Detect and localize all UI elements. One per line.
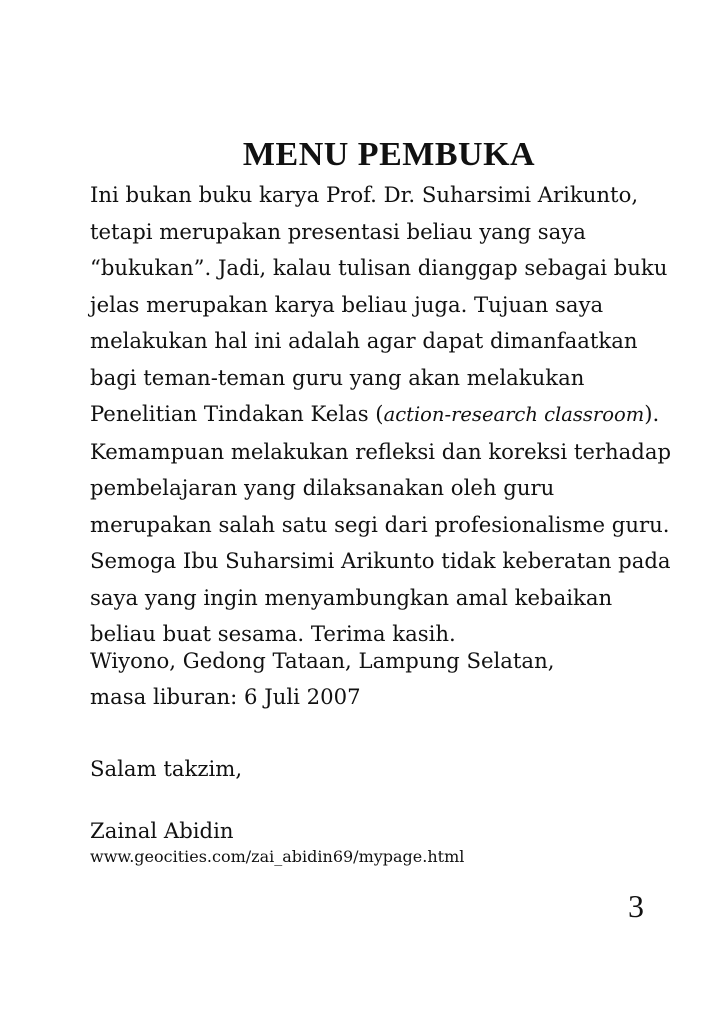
paragraph-line: bagi teman-teman guru yang akan melakukan — [90, 364, 585, 390]
date-line: masa liburan: 6 Juli 2007 — [90, 684, 361, 709]
paragraph-line: melakukan hal ini adalah agar dapat dimanfaatkan — [90, 328, 638, 353]
page-number: 3 — [628, 888, 644, 924]
author-website: www.geocities.com/zai_abidin69/mypage.html — [90, 847, 465, 866]
paragraph-line: tetapi merupakan presentasi beliau yang saya — [90, 218, 586, 244]
paragraph-line: saya yang ingin menyambungkan amal kebaikan — [90, 584, 613, 610]
paragraph-text: ). — [644, 401, 660, 426]
paragraph-line: merupakan salah satu segi dari profesionalisme guru. — [90, 511, 670, 537]
paragraph-line: Kemampuan melakukan refleksi dan koreksi terhadap — [90, 438, 672, 464]
greeting: Salam takzim, — [90, 756, 243, 781]
paragraph-line: jelas merupakan karya beliau juga. Tujuan saya — [90, 291, 604, 317]
paragraph-line: “bukukan”. Jadi, kalau tulisan dianggap sebagai buku — [90, 255, 668, 280]
paragraph-line: Ini bukan buku karya Prof. Dr. Suharsimi Arikunto, — [90, 182, 639, 207]
paragraph-line: beliau buat sesama. Terima kasih. — [90, 621, 456, 646]
paragraph-line: pembelajaran yang dilaksanakan oleh guru — [90, 475, 555, 500]
paragraph-line: Semoga Ibu Suharsimi Arikunto tidak keberatan pada — [90, 548, 671, 573]
page-title: MENU PEMBUKA — [242, 136, 536, 173]
place-line: Wiyono, Gedong Tataan, Lampung Selatan, — [90, 648, 555, 673]
paragraph-text: Penelitian Tindakan Kelas ( — [90, 401, 384, 426]
paragraph-line-with-italic — [90, 396, 710, 434]
intro-paragraph — [90, 177, 710, 653]
italic-term: action-research classroom — [383, 403, 645, 426]
author-name: Zainal Abidin — [90, 818, 234, 843]
